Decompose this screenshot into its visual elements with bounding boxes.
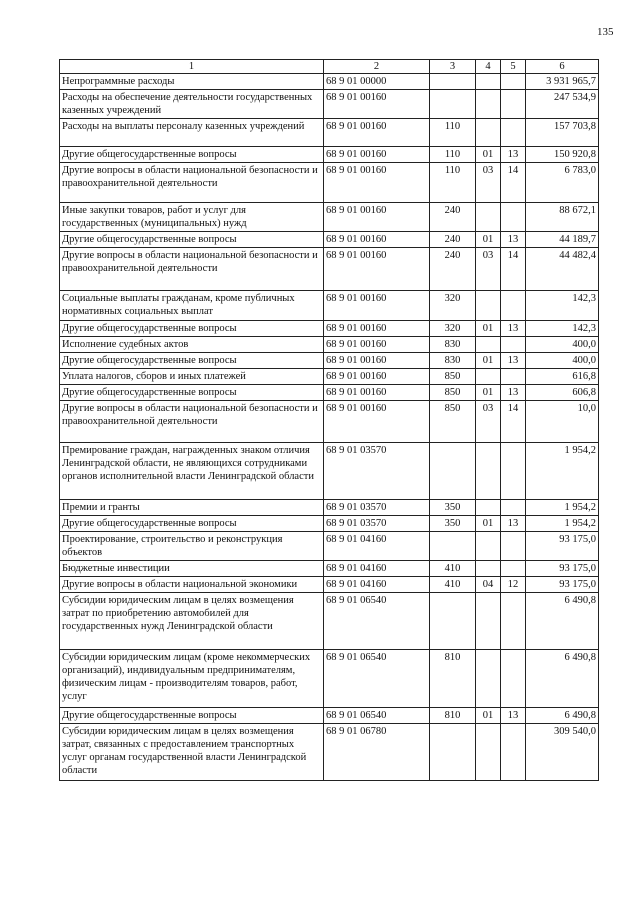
row-section: 01: [476, 385, 501, 401]
row-expense-type: [430, 74, 476, 90]
row-expense-type: 350: [430, 500, 476, 516]
row-amount: 93 175,0: [526, 532, 599, 561]
table-row: [60, 561, 599, 577]
table-row: [60, 650, 599, 708]
table-row: [60, 500, 599, 516]
row-expense-type: 850: [430, 401, 476, 443]
row-expense-type: 410: [430, 577, 476, 593]
row-section: 01: [476, 353, 501, 369]
row-expense-type: 320: [430, 291, 476, 321]
row-section: [476, 443, 501, 500]
row-section: [476, 90, 501, 119]
row-name: Другие общегосударственные вопросы: [60, 232, 324, 248]
row-amount: 1 954,2: [526, 443, 599, 500]
row-name: Другие вопросы в области национальной безопасности и правоохранительной деятельности: [60, 248, 324, 291]
row-name: Субсидии юридическим лицам (кроме некоммерческих организаций), индивидуальным предпринимателям, физическим лицам - производителям товаров, работ, услуг: [60, 650, 324, 708]
row-code: 68 9 01 06540: [324, 593, 430, 650]
row-name: Расходы на выплаты персоналу казенных учреждений: [60, 119, 324, 147]
row-code: 68 9 01 00160: [324, 401, 430, 443]
row-section: [476, 724, 501, 781]
row-subsection: 13: [501, 232, 526, 248]
row-expense-type: 110: [430, 163, 476, 203]
row-subsection: 13: [501, 147, 526, 163]
row-amount: 1 954,2: [526, 500, 599, 516]
row-section: 04: [476, 577, 501, 593]
row-section: [476, 203, 501, 232]
row-name: Другие вопросы в области национальной безопасности и правоохранительной деятельности: [60, 401, 324, 443]
row-name: Другие вопросы в области национальной экономики: [60, 577, 324, 593]
row-amount: 6 490,8: [526, 593, 599, 650]
row-amount: 1 954,2: [526, 516, 599, 532]
row-subsection: [501, 561, 526, 577]
row-name: Другие общегосударственные вопросы: [60, 147, 324, 163]
row-subsection: 14: [501, 401, 526, 443]
row-expense-type: 810: [430, 708, 476, 724]
row-expense-type: 320: [430, 321, 476, 337]
row-code: 68 9 01 03570: [324, 500, 430, 516]
row-name: Другие общегосударственные вопросы: [60, 321, 324, 337]
table-row: [60, 337, 599, 353]
row-code: 68 9 01 00000: [324, 74, 430, 90]
row-code: 68 9 01 00160: [324, 119, 430, 147]
row-subsection: [501, 724, 526, 781]
row-expense-type: 850: [430, 369, 476, 385]
row-expense-type: 240: [430, 203, 476, 232]
row-code: 68 9 01 00160: [324, 353, 430, 369]
row-expense-type: 830: [430, 353, 476, 369]
row-expense-type: [430, 443, 476, 500]
row-code: 68 9 01 00160: [324, 321, 430, 337]
row-amount: 44 482,4: [526, 248, 599, 291]
row-expense-type: [430, 593, 476, 650]
row-subsection: [501, 119, 526, 147]
row-amount: 157 703,8: [526, 119, 599, 147]
row-amount: 6 490,8: [526, 650, 599, 708]
row-expense-type: 810: [430, 650, 476, 708]
row-code: 68 9 01 06540: [324, 650, 430, 708]
table-row: [60, 577, 599, 593]
row-subsection: [501, 593, 526, 650]
row-subsection: [501, 90, 526, 119]
row-subsection: [501, 291, 526, 321]
row-amount: 616,8: [526, 369, 599, 385]
row-section: [476, 74, 501, 90]
table-row: [60, 385, 599, 401]
row-code: 68 9 01 00160: [324, 203, 430, 232]
row-amount: 247 534,9: [526, 90, 599, 119]
row-subsection: 13: [501, 708, 526, 724]
row-code: 68 9 01 00160: [324, 248, 430, 291]
table-row: [60, 401, 599, 443]
row-code: 68 9 01 00160: [324, 147, 430, 163]
row-section: 01: [476, 708, 501, 724]
row-expense-type: 850: [430, 385, 476, 401]
row-code: 68 9 01 04160: [324, 577, 430, 593]
table-row: [60, 724, 599, 781]
header-col-3: 3: [430, 60, 476, 74]
row-name: Другие общегосударственные вопросы: [60, 708, 324, 724]
row-expense-type: 240: [430, 232, 476, 248]
header-col-1: 1: [60, 60, 324, 74]
row-name: Премии и гранты: [60, 500, 324, 516]
row-code: 68 9 01 00160: [324, 369, 430, 385]
row-subsection: 13: [501, 385, 526, 401]
row-expense-type: [430, 724, 476, 781]
table-row: [60, 353, 599, 369]
table-row: [60, 369, 599, 385]
row-name: Бюджетные инвестиции: [60, 561, 324, 577]
row-code: 68 9 01 00160: [324, 385, 430, 401]
row-subsection: [501, 74, 526, 90]
row-code: 68 9 01 03570: [324, 516, 430, 532]
row-section: [476, 532, 501, 561]
row-section: [476, 119, 501, 147]
row-name: Иные закупки товаров, работ и услуг для государственных (муниципальных) нужд: [60, 203, 324, 232]
row-subsection: 13: [501, 321, 526, 337]
table-row: [60, 532, 599, 561]
row-code: 68 9 01 03570: [324, 443, 430, 500]
row-code: 68 9 01 06540: [324, 708, 430, 724]
budget-table: [59, 59, 599, 781]
header-col-4: 4: [476, 60, 501, 74]
header-row: [60, 60, 599, 74]
row-name: Субсидии юридическим лицам в целях возмещения затрат, связанных с предоставлением транспортных услуг органам государственной власти Ленинградской области: [60, 724, 324, 781]
table-row: [60, 708, 599, 724]
page-number: 135: [597, 26, 614, 38]
row-section: 01: [476, 321, 501, 337]
table-row: [60, 593, 599, 650]
row-subsection: [501, 650, 526, 708]
row-section: [476, 561, 501, 577]
row-expense-type: 110: [430, 119, 476, 147]
header-col-6: 6: [526, 60, 599, 74]
row-section: 01: [476, 147, 501, 163]
row-code: 68 9 01 00160: [324, 232, 430, 248]
row-amount: 6 783,0: [526, 163, 599, 203]
row-amount: 3 931 965,7: [526, 74, 599, 90]
row-code: 68 9 01 00160: [324, 90, 430, 119]
row-section: 03: [476, 248, 501, 291]
row-amount: 93 175,0: [526, 561, 599, 577]
row-amount: 10,0: [526, 401, 599, 443]
row-name: Проектирование, строительство и реконструкция объектов: [60, 532, 324, 561]
row-section: 03: [476, 401, 501, 443]
row-section: [476, 369, 501, 385]
row-name: Премирование граждан, награжденных знаком отличия Ленинградской области, не являющихся сотрудниками органов исполнительной власти Ленинградской области: [60, 443, 324, 500]
row-subsection: 13: [501, 353, 526, 369]
row-amount: 88 672,1: [526, 203, 599, 232]
row-name: Другие общегосударственные вопросы: [60, 353, 324, 369]
table-row: [60, 147, 599, 163]
row-amount: 150 920,8: [526, 147, 599, 163]
row-amount: 606,8: [526, 385, 599, 401]
table-row: [60, 516, 599, 532]
row-amount: 44 189,7: [526, 232, 599, 248]
row-subsection: 14: [501, 248, 526, 291]
row-name: Другие вопросы в области национальной безопасности и правоохранительной деятельности: [60, 163, 324, 203]
row-code: 68 9 01 06780: [324, 724, 430, 781]
row-code: 68 9 01 04160: [324, 561, 430, 577]
row-amount: 93 175,0: [526, 577, 599, 593]
row-subsection: [501, 500, 526, 516]
row-subsection: 12: [501, 577, 526, 593]
row-subsection: 14: [501, 163, 526, 203]
row-name: Другие общегосударственные вопросы: [60, 385, 324, 401]
table-row: [60, 163, 599, 203]
row-section: [476, 337, 501, 353]
row-name: Другие общегосударственные вопросы: [60, 516, 324, 532]
row-name: Субсидии юридическим лицам в целях возмещения затрат по приобретению автомобилей для государственных нужд Ленинградской области: [60, 593, 324, 650]
row-subsection: [501, 337, 526, 353]
table-row: [60, 74, 599, 90]
row-expense-type: 830: [430, 337, 476, 353]
row-expense-type: 350: [430, 516, 476, 532]
row-amount: 142,3: [526, 291, 599, 321]
row-section: 01: [476, 516, 501, 532]
table-row: [60, 248, 599, 291]
row-subsection: [501, 532, 526, 561]
row-name: Расходы на обеспечение деятельности государственных казенных учреждений: [60, 90, 324, 119]
row-expense-type: [430, 532, 476, 561]
row-expense-type: 410: [430, 561, 476, 577]
table-row: [60, 203, 599, 232]
header-col-2: 2: [324, 60, 430, 74]
table-row: [60, 321, 599, 337]
table-row: [60, 90, 599, 119]
row-subsection: [501, 443, 526, 500]
row-section: [476, 291, 501, 321]
row-subsection: [501, 203, 526, 232]
row-amount: 400,0: [526, 353, 599, 369]
row-name: Непрограммные расходы: [60, 74, 324, 90]
row-amount: 309 540,0: [526, 724, 599, 781]
row-code: 68 9 01 00160: [324, 163, 430, 203]
row-section: [476, 650, 501, 708]
row-code: 68 9 01 00160: [324, 337, 430, 353]
row-subsection: [501, 369, 526, 385]
row-section: [476, 500, 501, 516]
table-row: [60, 443, 599, 500]
table-row: [60, 291, 599, 321]
row-section: 01: [476, 232, 501, 248]
row-subsection: 13: [501, 516, 526, 532]
table-row: [60, 119, 599, 147]
row-amount: 142,3: [526, 321, 599, 337]
row-name: Исполнение судебных актов: [60, 337, 324, 353]
row-name: Социальные выплаты гражданам, кроме публичных нормативных социальных выплат: [60, 291, 324, 321]
row-amount: 400,0: [526, 337, 599, 353]
row-code: 68 9 01 00160: [324, 291, 430, 321]
table-row: [60, 232, 599, 248]
row-section: 03: [476, 163, 501, 203]
header-col-5: 5: [501, 60, 526, 74]
row-name: Уплата налогов, сборов и иных платежей: [60, 369, 324, 385]
row-section: [476, 593, 501, 650]
row-expense-type: 110: [430, 147, 476, 163]
row-amount: 6 490,8: [526, 708, 599, 724]
row-expense-type: [430, 90, 476, 119]
row-expense-type: 240: [430, 248, 476, 291]
row-code: 68 9 01 04160: [324, 532, 430, 561]
